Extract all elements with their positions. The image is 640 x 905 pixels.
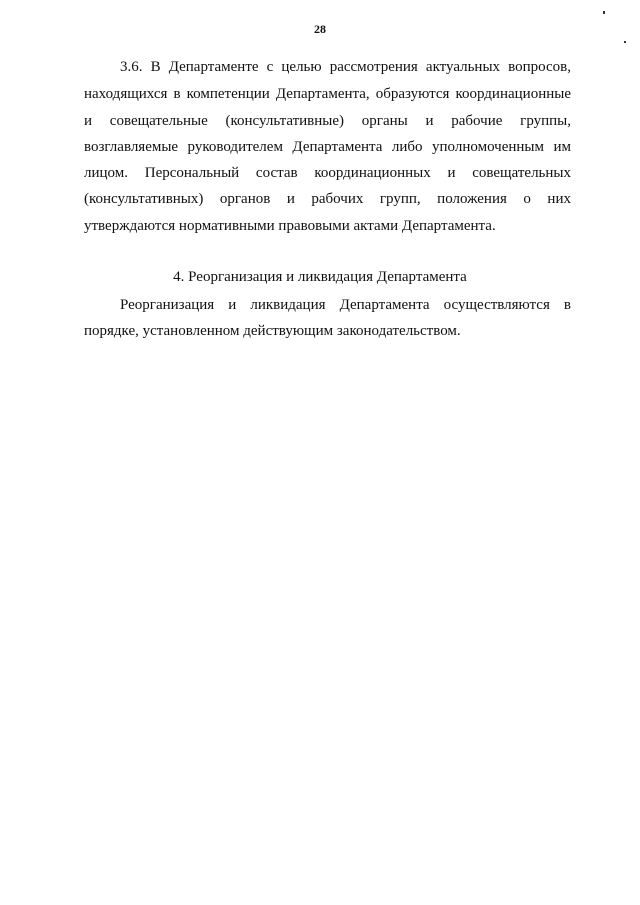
paragraph-line: (консультативных) органов и рабочих групп, положения о них — [84, 191, 571, 207]
page-number: 28 — [314, 22, 326, 36]
paragraph-line: возглавляемые руководителем Департамента либо уполномоченным им — [84, 139, 571, 155]
paragraph-line: 3.6. В Департаменте с целью рассмотрения актуальных вопросов, — [120, 59, 571, 75]
scan-speck — [624, 41, 626, 43]
paragraph-line: находящихся в компетенции Департамента, образуются координационные — [84, 86, 571, 102]
paragraph-line: и совещательные (консультативные) органы и рабочие группы, — [84, 113, 571, 129]
scan-speck — [603, 11, 605, 14]
paragraph-line: Реорганизация и ликвидация Департамента осуществляются в — [120, 297, 571, 313]
paragraph-line: порядке, установленном действующим законодательством. — [84, 323, 461, 339]
section-heading: 4. Реорганизация и ликвидация Департамента — [173, 269, 467, 285]
paragraph-line: утверждаются нормативными правовыми актами Департамента. — [84, 218, 496, 234]
paragraph-line: лицом. Персональный состав координационных и совещательных — [84, 165, 571, 181]
